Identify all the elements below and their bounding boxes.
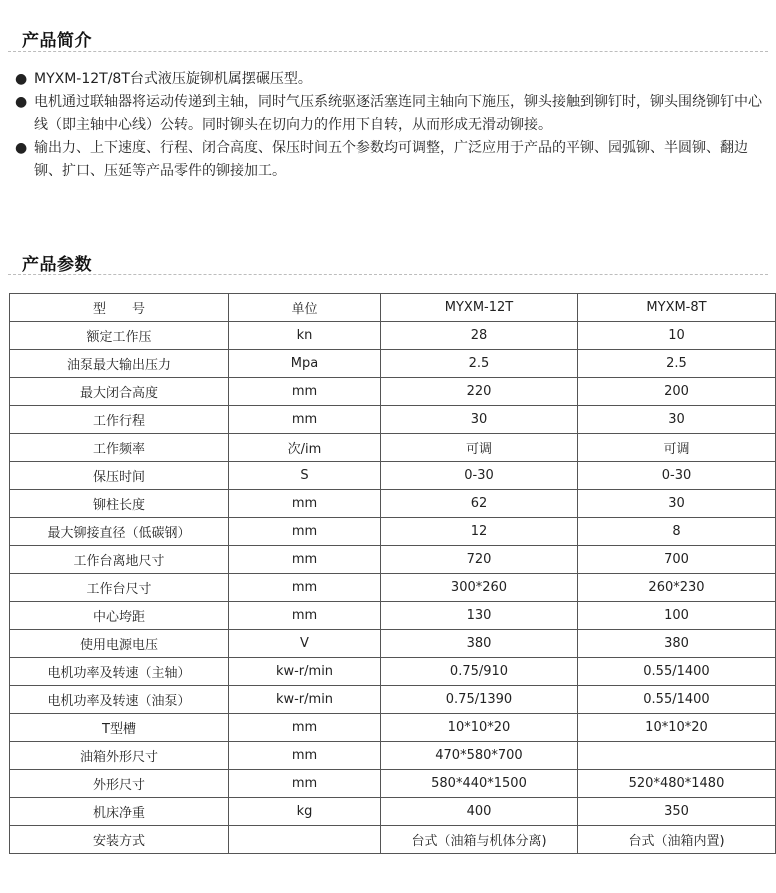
intro-section-divider xyxy=(8,51,768,52)
param-unit-cell: mm xyxy=(229,742,381,770)
header-cell-12t: MYXM-12T xyxy=(381,294,578,322)
param-name-cell: 电机功率及转速（油泵） xyxy=(10,686,229,714)
param-unit-cell: mm xyxy=(229,770,381,798)
param-unit-cell xyxy=(229,826,381,854)
param-8t-cell: 0-30 xyxy=(578,462,776,490)
param-unit-cell: mm xyxy=(229,406,381,434)
param-unit-cell: kn xyxy=(229,322,381,350)
param-12t-cell: 12 xyxy=(381,518,578,546)
header-cell-model: 型 号 xyxy=(10,294,229,322)
param-unit-cell: mm xyxy=(229,546,381,574)
param-unit-cell: S xyxy=(229,462,381,490)
param-8t-cell: 2.5 xyxy=(578,350,776,378)
table-row xyxy=(10,518,776,546)
params-section-divider xyxy=(8,274,768,275)
param-name-cell: 额定工作压 xyxy=(10,322,229,350)
table-row xyxy=(10,490,776,518)
param-unit-cell: V xyxy=(229,630,381,658)
param-8t-cell: 10 xyxy=(578,322,776,350)
bullet-icon: ● xyxy=(15,94,28,110)
table-row xyxy=(10,462,776,490)
param-8t-cell: 100 xyxy=(578,602,776,630)
header-cell-unit: 单位 xyxy=(229,294,381,322)
intro-section-title: 产品简介 xyxy=(22,31,92,51)
table-row xyxy=(10,658,776,686)
table-row xyxy=(10,686,776,714)
param-name-cell: 中心垮距 xyxy=(10,602,229,630)
param-8t-cell: 350 xyxy=(578,798,776,826)
param-12t-cell: 220 xyxy=(381,378,578,406)
params-header-row xyxy=(10,294,776,322)
param-name-cell: 工作频率 xyxy=(10,434,229,462)
param-8t-cell: 台式（油箱内置) xyxy=(578,826,776,854)
param-name-cell: T型槽 xyxy=(10,714,229,742)
param-name-cell: 最大铆接直径（低碳钢） xyxy=(10,518,229,546)
param-unit-cell: mm xyxy=(229,518,381,546)
params-section-title: 产品参数 xyxy=(22,255,92,275)
param-unit-cell: Mpa xyxy=(229,350,381,378)
param-unit-cell: kw-r/min xyxy=(229,658,381,686)
param-8t-cell: 可调 xyxy=(578,434,776,462)
intro-item-text: 电机通过联轴器将运动传递到主轴，同时气压系统驱逐活塞连同主轴向下施压，铆头接触到铆钉时，铆头围绕铆钉中心线（即主轴中心线）公转。同时铆头在切向力的作用下自转，从而形成无滑动铆接。 xyxy=(34,94,762,133)
table-row xyxy=(10,630,776,658)
params-table xyxy=(9,293,776,854)
param-12t-cell: 0-30 xyxy=(381,462,578,490)
param-8t-cell: 30 xyxy=(578,490,776,518)
table-row xyxy=(10,742,776,770)
table-row xyxy=(10,378,776,406)
param-12t-cell: 台式（油箱与机体分离) xyxy=(381,826,578,854)
param-name-cell: 电机功率及转速（主轴） xyxy=(10,658,229,686)
param-12t-cell: 400 xyxy=(381,798,578,826)
table-row xyxy=(10,434,776,462)
param-12t-cell: 720 xyxy=(381,546,578,574)
intro-list xyxy=(14,68,770,183)
param-unit-cell: mm xyxy=(229,574,381,602)
param-name-cell: 机床净重 xyxy=(10,798,229,826)
param-unit-cell: mm xyxy=(229,378,381,406)
param-12t-cell: 300*260 xyxy=(381,574,578,602)
param-12t-cell: 28 xyxy=(381,322,578,350)
param-name-cell: 工作台离地尺寸 xyxy=(10,546,229,574)
param-12t-cell: 62 xyxy=(381,490,578,518)
param-name-cell: 铆柱长度 xyxy=(10,490,229,518)
param-8t-cell: 520*480*1480 xyxy=(578,770,776,798)
param-name-cell: 安装方式 xyxy=(10,826,229,854)
intro-item xyxy=(14,91,770,137)
param-name-cell: 油箱外形尺寸 xyxy=(10,742,229,770)
param-8t-cell: 380 xyxy=(578,630,776,658)
param-8t-cell: 200 xyxy=(578,378,776,406)
intro-item xyxy=(14,137,770,183)
param-8t-cell: 8 xyxy=(578,518,776,546)
param-12t-cell: 0.75/910 xyxy=(381,658,578,686)
param-name-cell: 保压时间 xyxy=(10,462,229,490)
intro-item-text: MYXM-12T/8T台式液压旋铆机属摆碾压型。 xyxy=(34,71,312,87)
param-12t-cell: 380 xyxy=(381,630,578,658)
table-row xyxy=(10,602,776,630)
table-row xyxy=(10,574,776,602)
param-12t-cell: 470*580*700 xyxy=(381,742,578,770)
table-row xyxy=(10,322,776,350)
table-row xyxy=(10,546,776,574)
param-12t-cell: 130 xyxy=(381,602,578,630)
param-12t-cell: 可调 xyxy=(381,434,578,462)
param-unit-cell: mm xyxy=(229,714,381,742)
param-12t-cell: 580*440*1500 xyxy=(381,770,578,798)
intro-item xyxy=(14,68,770,91)
param-8t-cell: 30 xyxy=(578,406,776,434)
param-12t-cell: 0.75/1390 xyxy=(381,686,578,714)
param-12t-cell: 10*10*20 xyxy=(381,714,578,742)
param-unit-cell: mm xyxy=(229,490,381,518)
table-row xyxy=(10,406,776,434)
param-unit-cell: 次/im xyxy=(229,434,381,462)
table-row xyxy=(10,770,776,798)
param-name-cell: 工作台尺寸 xyxy=(10,574,229,602)
table-row xyxy=(10,798,776,826)
intro-item-text: 输出力、上下速度、行程、闭合高度、保压时间五个参数均可调整，广泛应用于产品的平铆、园弧铆、半圆铆、翻边铆、扩口、压延等产品零件的铆接加工。 xyxy=(34,140,748,179)
param-12t-cell: 30 xyxy=(381,406,578,434)
param-8t-cell xyxy=(578,742,776,770)
table-row xyxy=(10,350,776,378)
header-cell-8t: MYXM-8T xyxy=(578,294,776,322)
param-unit-cell: mm xyxy=(229,602,381,630)
param-8t-cell: 0.55/1400 xyxy=(578,658,776,686)
param-name-cell: 使用电源电压 xyxy=(10,630,229,658)
param-unit-cell: kg xyxy=(229,798,381,826)
param-name-cell: 外形尺寸 xyxy=(10,770,229,798)
param-name-cell: 最大闭合高度 xyxy=(10,378,229,406)
param-8t-cell: 0.55/1400 xyxy=(578,686,776,714)
param-name-cell: 油泵最大输出压力 xyxy=(10,350,229,378)
param-name-cell: 工作行程 xyxy=(10,406,229,434)
bullet-icon: ● xyxy=(15,140,28,156)
param-8t-cell: 10*10*20 xyxy=(578,714,776,742)
table-row xyxy=(10,714,776,742)
param-8t-cell: 260*230 xyxy=(578,574,776,602)
param-unit-cell: kw-r/min xyxy=(229,686,381,714)
param-8t-cell: 700 xyxy=(578,546,776,574)
table-row xyxy=(10,826,776,854)
bullet-icon: ● xyxy=(15,71,28,87)
param-12t-cell: 2.5 xyxy=(381,350,578,378)
